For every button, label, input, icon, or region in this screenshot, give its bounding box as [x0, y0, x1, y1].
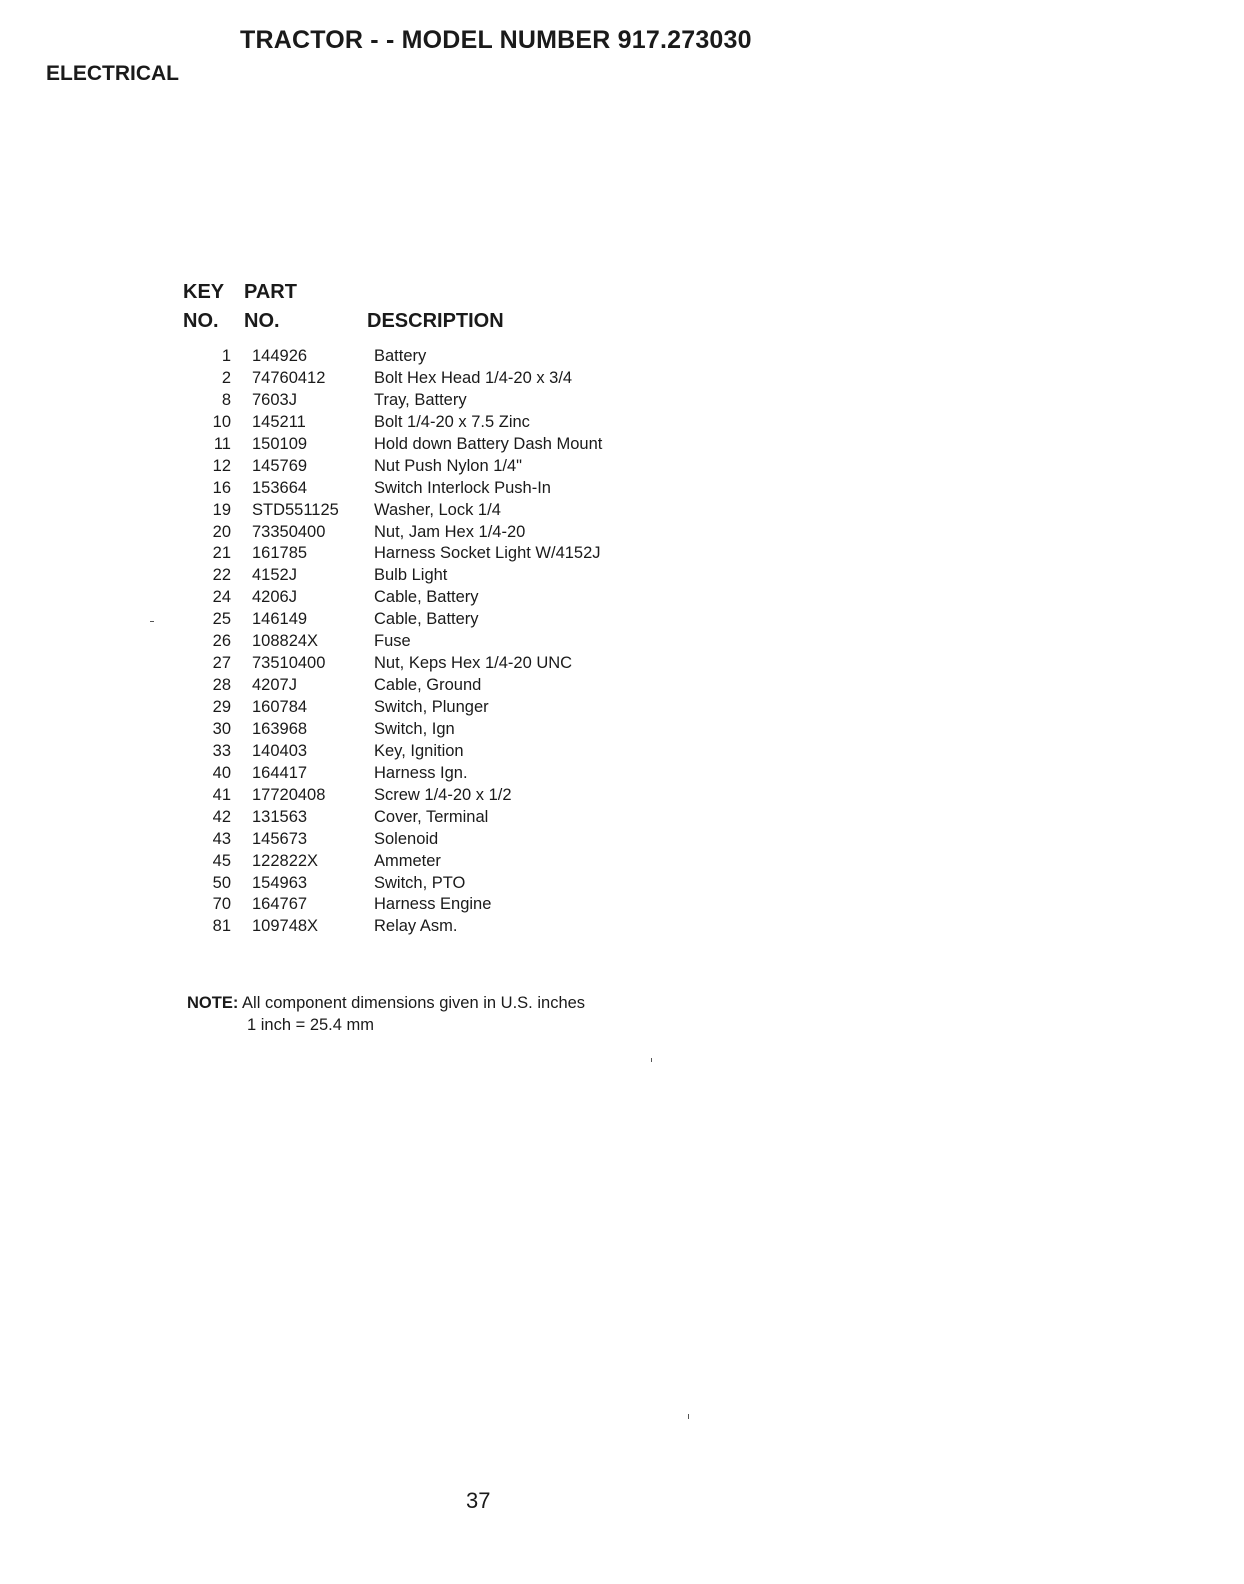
parts-row: [150, 609, 710, 631]
part-no-cell: 4152J: [252, 566, 297, 585]
key-no-cell: 70: [212, 895, 231, 914]
parts-row: [150, 763, 710, 785]
description-cell: Fuse: [374, 632, 411, 651]
part-no-cell: 153664: [252, 478, 308, 497]
part-no-cell: 160784: [252, 698, 308, 716]
description-cell: Bolt 1/4-20 x 7.5 Zinc: [374, 412, 530, 431]
key-no-cell: 42: [212, 807, 231, 826]
description-cell: Washer, Lock 1/4: [374, 500, 501, 519]
scan-speck: [150, 621, 154, 622]
parts-row: [150, 412, 710, 434]
part-no-cell: 146149: [252, 610, 308, 629]
parts-row: [150, 916, 710, 938]
part-no-header-line2: NO.: [244, 310, 280, 332]
description-cell: Switch, Ign: [374, 719, 455, 738]
part-no-cell: 17720408: [252, 785, 326, 804]
parts-row: [150, 697, 710, 719]
note: [187, 992, 586, 1034]
part-no-cell: 108824X: [252, 632, 319, 651]
part-no-cell: 161785: [252, 544, 308, 563]
key-no-cell: 19: [212, 500, 231, 519]
description-cell: Screw 1/4-20 x 1/2: [374, 785, 512, 804]
part-no-cell: 140403: [252, 741, 308, 760]
note-text-line2: 1 inch = 25.4 mm: [247, 1016, 375, 1034]
description-cell: Switch, PTO: [374, 873, 466, 892]
key-no-cell: 81: [212, 917, 231, 936]
key-no-cell: 28: [212, 676, 231, 695]
part-no-cell: 109748X: [252, 917, 319, 936]
section-title: ELECTRICAL: [46, 62, 179, 85]
description-cell: Harness Engine: [374, 895, 492, 914]
parts-row: [150, 851, 710, 873]
parts-row: [150, 346, 710, 368]
parts-row: [150, 478, 710, 500]
parts-row: [150, 631, 710, 653]
parts-row: [150, 522, 710, 544]
description-cell: Cover, Terminal: [374, 807, 489, 826]
page-number: 37: [466, 1488, 491, 1513]
description-cell: Relay Asm.: [374, 917, 458, 936]
key-no-cell: 29: [212, 698, 231, 716]
part-no-cell: 164417: [252, 763, 308, 782]
description-cell: Nut, Jam Hex 1/4-20: [374, 522, 526, 541]
key-no-cell: 45: [212, 851, 231, 870]
key-no-cell: 21: [212, 544, 231, 563]
parts-row: [150, 434, 710, 456]
key-no-cell: 16: [212, 478, 231, 497]
key-no-header-line1: KEY: [183, 281, 225, 303]
part-no-cell: 145211: [252, 412, 306, 431]
parts-row: [150, 675, 710, 697]
part-no-cell: 150109: [252, 434, 308, 453]
part-no-cell: 144926: [252, 347, 308, 365]
description-cell: Harness Socket Light W/4152J: [374, 544, 601, 563]
description-cell: Cable, Ground: [374, 676, 482, 695]
page-title: TRACTOR - - MODEL NUMBER 917.273030: [240, 26, 752, 54]
part-no-cell: 4207J: [252, 676, 297, 695]
description-cell: Bolt Hex Head 1/4-20 x 3/4: [374, 368, 573, 387]
key-no-header-line2: NO.: [183, 310, 219, 332]
parts-row: [150, 719, 710, 741]
parts-row: [150, 587, 710, 609]
description-cell: Switch, Plunger: [374, 698, 489, 716]
key-no-cell: 11: [213, 434, 231, 453]
key-no-cell: 20: [212, 522, 231, 541]
key-no-cell: 40: [212, 763, 231, 782]
parts-row: [150, 500, 710, 522]
part-no-cell: 163968: [252, 719, 308, 738]
parts-row: [150, 785, 710, 807]
part-no-cell: 145673: [252, 829, 308, 848]
key-no-cell: 2: [221, 368, 231, 387]
part-no-cell: 154963: [252, 873, 308, 892]
parts-row: [150, 368, 710, 390]
key-no-cell: 10: [212, 412, 231, 431]
parts-row: [150, 873, 710, 895]
key-no-cell: 30: [212, 719, 231, 738]
part-no-cell: 7603J: [252, 390, 297, 409]
parts-row: [150, 653, 710, 675]
parts-row: [150, 390, 710, 412]
description-cell: Harness Ign.: [374, 763, 468, 782]
key-no-cell: 25: [212, 610, 231, 629]
part-no-cell: 131563: [252, 807, 308, 826]
description-cell: Battery: [374, 347, 427, 365]
description-cell: Ammeter: [374, 851, 441, 870]
parts-row: [150, 565, 710, 587]
parts-row: [150, 829, 710, 851]
description-cell: Nut Push Nylon 1/4": [374, 456, 523, 475]
key-no-cell: 22: [212, 566, 231, 585]
parts-list: [150, 346, 710, 938]
part-no-cell: 145769: [252, 456, 308, 475]
description-cell: Hold down Battery Dash Mount: [374, 434, 603, 453]
parts-row: [150, 456, 710, 478]
parts-row: [150, 807, 710, 829]
key-no-cell: 26: [212, 632, 231, 651]
description-cell: Bulb Light: [374, 566, 448, 585]
part-no-cell: 164767: [252, 895, 308, 914]
note-label: NOTE:: [187, 994, 239, 1012]
part-no-cell: 74760412: [252, 368, 326, 387]
description-cell: Key, Ignition: [374, 741, 464, 760]
key-no-cell: 24: [212, 588, 231, 607]
description-cell: Cable, Battery: [374, 610, 479, 629]
key-no-cell: 43: [212, 829, 231, 848]
description-cell: Tray, Battery: [374, 390, 467, 409]
part-no-cell: 122822X: [252, 851, 319, 870]
scan-speck: [651, 1058, 652, 1062]
part-no-cell: 73510400: [252, 654, 326, 673]
parts-row: [150, 894, 710, 916]
description-cell: Nut, Keps Hex 1/4-20 UNC: [374, 654, 573, 673]
note-text-line1: All component dimensions given in U.S. inches: [242, 994, 586, 1012]
key-no-cell: 27: [212, 654, 231, 673]
key-no-cell: 33: [212, 741, 231, 760]
description-header: DESCRIPTION: [367, 310, 504, 332]
key-no-cell: 50: [212, 873, 231, 892]
part-no-cell: STD551125: [252, 500, 339, 519]
part-no-header-line1: PART: [244, 281, 297, 303]
scan-speck: [688, 1414, 689, 1419]
part-no-cell: 73350400: [252, 522, 326, 541]
key-no-cell: 41: [212, 785, 231, 804]
key-no-cell: 8: [221, 390, 231, 409]
description-cell: Switch Interlock Push-In: [374, 478, 551, 497]
part-no-cell: 4206J: [252, 588, 297, 607]
key-no-cell: 1: [221, 347, 231, 365]
description-cell: Cable, Battery: [374, 588, 479, 607]
parts-row: [150, 741, 710, 763]
key-no-cell: 12: [212, 456, 231, 475]
parts-row: [150, 543, 710, 565]
description-cell: Solenoid: [374, 829, 439, 848]
